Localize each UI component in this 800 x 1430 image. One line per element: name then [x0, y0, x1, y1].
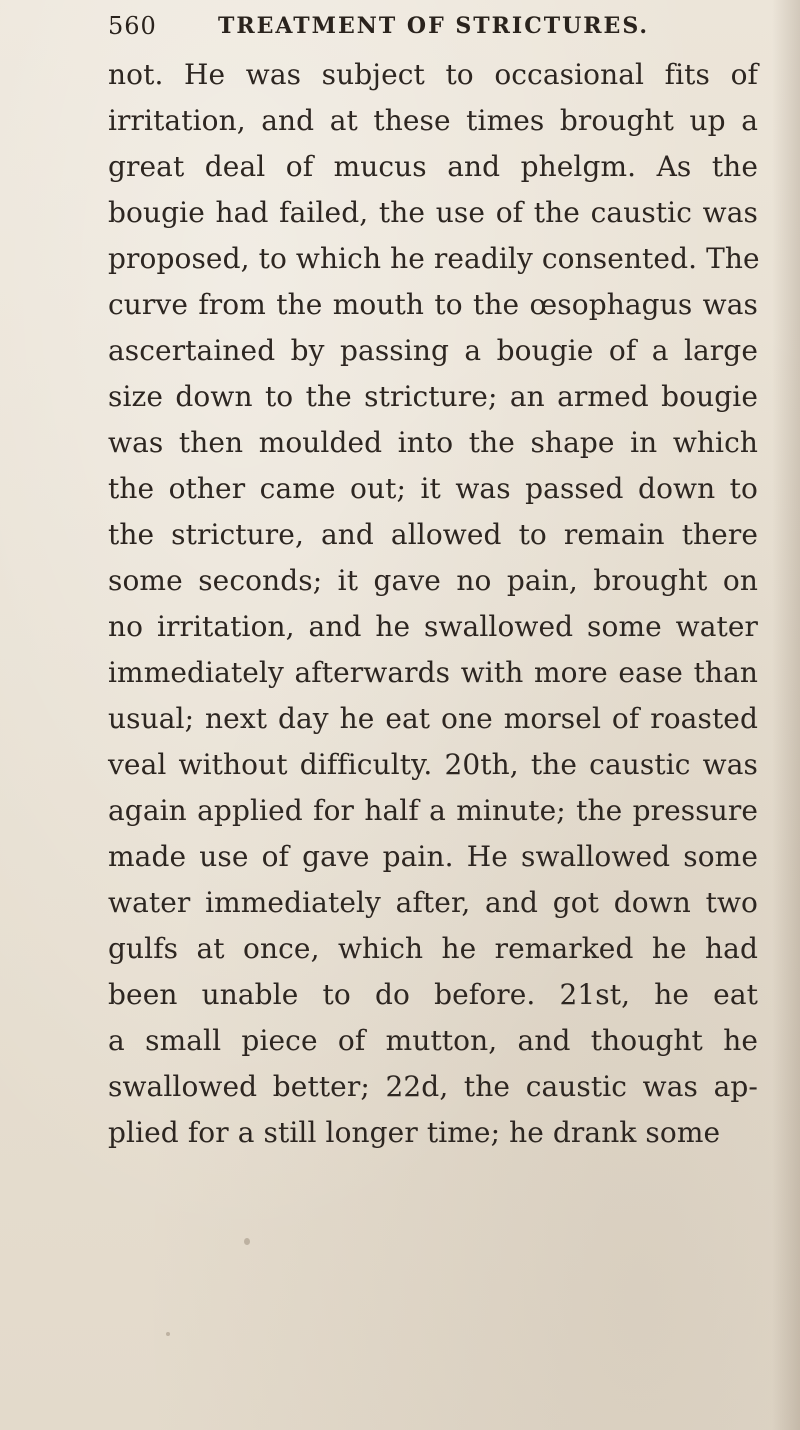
text-line: usual; next day he eat one morsel of roasted: [108, 702, 758, 735]
page-header: [108, 4, 708, 48]
text-line: some seconds; it gave no pain, brought on: [108, 564, 758, 597]
text-line: again applied for half a minute; the pressure: [108, 794, 758, 827]
text-line: size down to the stricture; an armed bougie: [108, 380, 758, 413]
text-line: the stricture, and allowed to remain there: [108, 518, 758, 551]
text-line: immediately afterwards with more ease than: [108, 656, 758, 689]
ink-speck: [166, 1332, 170, 1336]
text-line: irritation, and at these times brought up a: [108, 104, 758, 137]
text-line: made use of gave pain. He swallowed some: [108, 840, 758, 873]
text-line: veal without difficulty. 20th, the caustic was: [108, 748, 758, 781]
text-line: a small piece of mutton, and thought he: [108, 1024, 758, 1057]
text-line: ascertained by passing a bougie of a large: [108, 334, 758, 367]
page-number: 560: [108, 12, 157, 40]
text-line: swallowed better; 22d, the caustic was ap-: [108, 1070, 758, 1103]
ink-speck: [244, 1238, 250, 1245]
text-line: proposed, to which he readily consented. The: [108, 242, 760, 275]
text-line: plied for a still longer time; he drank some: [108, 1116, 721, 1149]
text-line: gulfs at once, which he remarked he had: [108, 932, 758, 965]
text-line: the other came out; it was passed down to: [108, 472, 758, 505]
text-line: no irritation, and he swallowed some water: [108, 610, 758, 643]
body-text: [108, 52, 758, 1156]
text-line: been unable to do before. 21st, he eat: [108, 978, 758, 1011]
text-line: great deal of mucus and phelgm. As the: [108, 150, 758, 183]
text-line: bougie had failed, the use of the caustic was: [108, 196, 758, 229]
text-line: curve from the mouth to the œsophagus was: [108, 288, 758, 321]
text-line: was then moulded into the shape in which: [108, 426, 758, 459]
text-line: water immediately after, and got down two: [108, 886, 758, 919]
running-head: TREATMENT OF STRICTURES.: [218, 13, 650, 39]
text-line: not. He was subject to occasional fits of: [108, 58, 758, 91]
